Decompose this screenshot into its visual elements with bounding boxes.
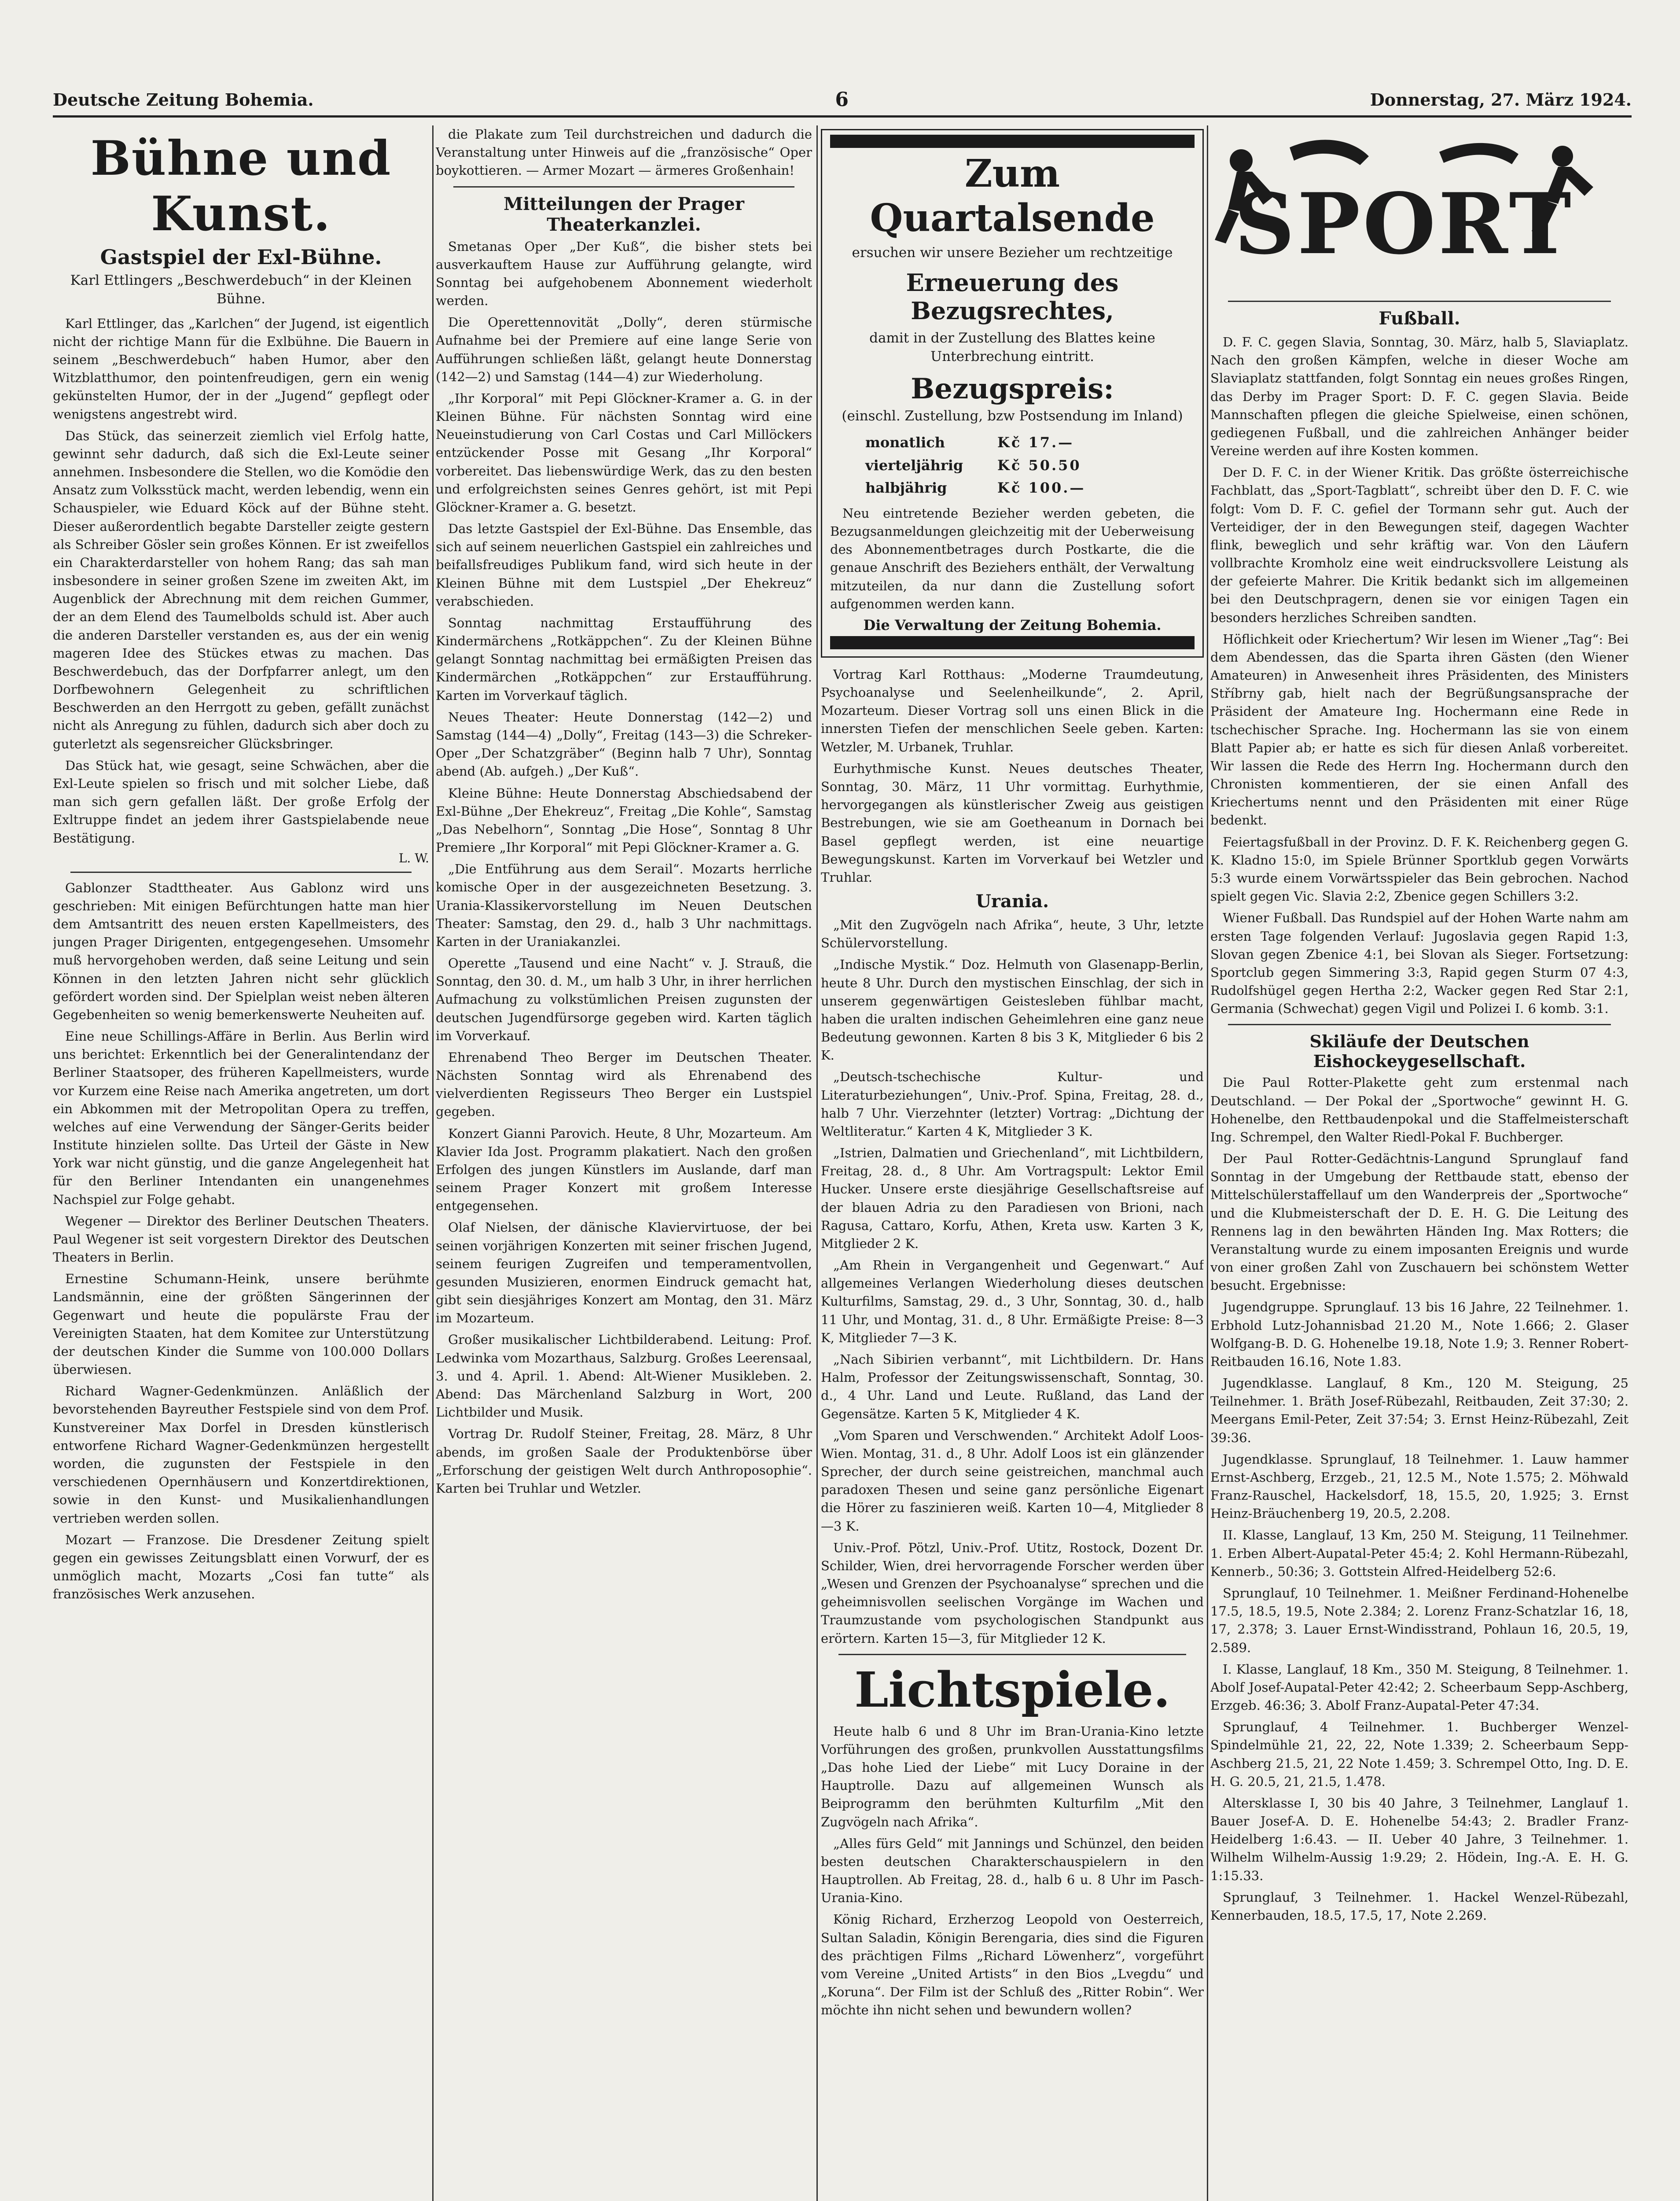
result-paragraph: Altersklasse I, 30 bis 40 Jahre, 3 Teilnehmer, Langlauf 1. Bauer Josef-A. D. E. Hohenelbe 54:43; 2. Bradler Franz-Heidelberg 1:6.43. — II. Ueber 40 Jahre, 3 Teilnehmer. 1. Wilhelm Wilhelm-Aussig 1:9.29; 2. Hödein, Ing.-A. E. H. G. 1:15.33. bbox=[1210, 1795, 1629, 1883]
result-paragraph: Sprunglauf, 4 Teilnehmer. 1. Buchberger Wenzel-Spindelmühle 21, 22, 22, Note 1.339; 2. Scheerbaum Sepp-Aschberg 21.5, 21, 22 Note 1.459; 3. Schrempel Otto, Ing. D. E. H. G. 20.5, 21, 21.5, 1.478. bbox=[1210, 1719, 1629, 1789]
section-title-lichtspiele: Lichtspiele. bbox=[854, 1661, 1170, 1718]
article-paragraph: Olaf Nielsen, der dänische Klaviervirtuose, der bei seinen vorjährigen Konzerten mit seiner frischen Jugend, seinem feurigen Zugreifen und temperamentvollen, gesunden Musizieren, enormen Eindruck gemacht hat, gibt sein diesjähriges Konzert am Montag, den 31. März im Mozarteum. bbox=[436, 1220, 812, 1326]
article-paragraph: „Mit den Zugvögeln nach Afrika“, heute, 3 Uhr, letzte Schülervorstellung. bbox=[821, 917, 1204, 951]
article-paragraph: Ernestine Schumann-Heink, unsere berühmte Landsmännin, eine der größten Sängerinnen der Gegenwart und heute die populärste Frau der Vereinigten Staaten, hat dem Komitee zur Unterstützung der deutschen Kinder die Summe von 100.000 Dollars überwiesen. bbox=[53, 1271, 429, 1377]
page-number: 6 bbox=[835, 88, 849, 111]
section-heading: Mitteilungen der Prager Theaterkanzlei. bbox=[504, 193, 744, 235]
column-3 bbox=[821, 125, 1204, 2201]
article-paragraph: „Ihr Korporal“ mit Pepi Glöckner-Kramer a. G. in der Kleinen Bühne. Für nächsten Sonntag wird eine Neueinstudierung von Carl Costas und Carl Millöckers entzückender Posse mit Gesang „Ihr Korporal“ vorbereitet. Das liebenswürdige Werk, das zu den besten und erfolgreichsten seines Genres gehört, ist mit Pepi Glöckner-Kramer a. G. besetzt. bbox=[436, 390, 812, 515]
article-paragraph: Feiertagsfußball in der Provinz. D. F. K. Reichenberg gegen G. K. Kladno 15:0, im Spiele Brünner Sportklub gegen Vorwärts 5:3 wurde einem Vorwärtsspieler das Bein gebrochen. Nachod spielt gegen Vic. Slavia 2:2, Zbenice gegen Schillers 3:2. bbox=[1210, 834, 1629, 904]
box-bottom-bar bbox=[830, 636, 1195, 649]
author-signature: L. W. bbox=[398, 850, 429, 865]
separator bbox=[70, 872, 412, 873]
column-divider bbox=[816, 125, 818, 2201]
article-paragraph: Das letzte Gastspiel der Exl-Bühne. Das Ensemble, das sich auf seinem neuerlichen Gastspiel ein zahlreiches und beifallsfreudiges Publikum fand, wird sich heute in der Kleinen Bühne mit dem Lustspiel „Der Ehekreuz“ verabschieden. bbox=[436, 521, 812, 609]
column-4 bbox=[1210, 125, 1629, 2201]
subscription-intro: ersuchen wir unsere Bezieher um rechtzeitige bbox=[852, 245, 1173, 261]
sport-title: SPORT bbox=[1234, 175, 1574, 273]
result-paragraph: II. Klasse, Langlauf, 13 Km, 250 M. Steigung, 11 Teilnehmer. 1. Erben Albert-Aupatal-Peter 45:4; 2. Kohl Hermann-Rübezahl, Kennerb., 50:36; 3. Gottstein Alfred-Heidelberg 52:6. bbox=[1210, 1527, 1629, 1579]
article-heading: Gastspiel der Exl-Bühne. bbox=[100, 245, 382, 269]
article-paragraph: „Istrien, Dalmatien und Griechenland“, mit Lichtbildern, Freitag, 28. d., 8 Uhr. Am Vortragspult: Lektor Emil Hucker. Unsere erste diesjährige Gesellschaftsreise auf der blauen Adria zu den Paradiesen von Brioni, nach Ragusa, Cattaro, Korfu, Athen, Kreta usw. Karten 3 K, Mitglieder 2 K. bbox=[821, 1145, 1204, 1251]
result-paragraph: I. Klasse, Langlauf, 18 Km., 350 M. Steigung, 8 Teilnehmer. 1. Abolf Josef-Aupatal-Peter 42:42; 2. Scheerbaum Sepp-Aschberg, Erzgeb. 46:36; 3. Abolf Franz-Aupatal-Peter 47:34. bbox=[1210, 1661, 1629, 1713]
article-paragraph: Univ.-Prof. Pötzl, Univ.-Prof. Utitz, Rostock, Dozent Dr. Schilder, Wien, drei hervorragende Forscher werden über „Wesen und Grenzen der Psychoanalyse“ sprechen und die geheimnisvollen seelischen Vorgänge im Wachen und Traumzustande vom psychologischen Standpunkt aus erörtern. Karten 15—3, für Mitglieder 12 K. bbox=[821, 1540, 1204, 1646]
article-paragraph: „Vom Sparen und Verschwenden.“ Architekt Adolf Loos-Wien. Montag, 31. d., 8 Uhr. Adolf Loos ist ein glänzender Sprecher, der durch seine geistreichen, manchmal auch paradoxen Thesen und seine ganz persönliche Eigenart die Hörer zu faszinieren weiß. Karten 10—4, Mitglieder 8—3 K. bbox=[821, 1428, 1204, 1534]
article-paragraph: Kleine Bühne: Heute Donnerstag Abschiedsabend der Exl-Bühne „Der Ehekreuz“, Freitag „Die Kohle“, Samstag „Das Nebelhorn“, Sonntag „Die Hose“, Sonntag 8 Uhr Premiere „Ihr Korporal“ mit Pepi Glöckner-Kramer a. G. bbox=[436, 785, 812, 855]
article-paragraph: Der Paul Rotter-Gedächtnis-Langund Sprunglauf fand Sonntag in der Umgebung der Rettbaude statt, ebenso der Mittelschülerstaffellauf um den Wanderpreis der „Sportwoche“ und die Klubmeisterschaft der D. E. H. G. Die Leitung des Rennens lag in den bewährten Händen Ing. Max Rotters; die Veranstaltung wurde zu einem imposanten Ereignis und wurde von einer großen Zahl von Zuschauern bei schönstem Wetter besucht. Ergebnisse: bbox=[1210, 1151, 1629, 1293]
newspaper-name: Deutsche Zeitung Bohemia. bbox=[53, 89, 314, 110]
result-paragraph: Sprunglauf, 3 Teilnehmer. 1. Hackel Wenzel-Rübezahl, Kennerbauden, 18.5, 17.5, 17, Note 2.269. bbox=[1210, 1889, 1629, 1923]
article-paragraph: Richard Wagner-Gedenkmünzen. Anläßlich der bevorstehenden Bayreuther Festspiele sind von dem Prof. Kunstvereiner Max Dorfel in Dresden künstlerisch entworfene Richard Wagner-Gedenkmünzen hergestellt worden, die zugunsten der Festspiele in den verschiedenen Opernhäusern und Konzertdirektionen, sowie in den Kunst- und Musikalienhandlungen vertrieben werden sollen. bbox=[53, 1384, 429, 1526]
article-paragraph: Die Operettennovität „Dolly“, deren stürmische Aufnahme bei der Premiere auf eine lange Serie von Aufführungen schließen läßt, gelangt heute Donnerstag (142—2) und Samstag (144—4) zur Wiederholung. bbox=[436, 315, 812, 384]
article-paragraph: Ehrenabend Theo Berger im Deutschen Theater. Nächsten Sonntag wird als Ehrenabend des vielverdienten Regisseurs Theo Berger ein Lustspiel gegeben. bbox=[436, 1049, 812, 1119]
column-divider bbox=[1207, 125, 1208, 2201]
article-paragraph: „Indische Mystik.“ Doz. Helmuth von Glasenapp-Berlin, heute 8 Uhr. Durch den mystischen Einschlag, der sich in unserem gegenwärtigen Geistesleben fühlbar macht, haben die uralten indischen Geheimlehren eine ganz neue Bedeutung gewonnen. Karten 8 bis 3 K, Mitglieder 6 bis 2 K. bbox=[821, 957, 1204, 1063]
separator bbox=[838, 1654, 1186, 1655]
article-paragraph: Wiener Fußball. Das Rundspiel auf der Hohen Warte nahm am ersten Tage folgenden Verlauf: Jugoslavia gegen Rapid 1:3, Slovan gegen Zbenice 4:1, bei Slovan als Sieger. Fortsetzung: Sportclub gegen Simmering 3:3, Rapid gegen Sturm 07 4:3, Rudolfshügel gegen Hertha 2:2, Wacker gegen Red Star 2:1, Germania (Schwechat) gegen Vigil und Polizei I. 6 komb. 3:1. bbox=[1210, 910, 1629, 1016]
section-heading-urania: Urania. bbox=[976, 891, 1049, 912]
article-paragraph: „Nach Sibirien verbannt“, mit Lichtbildern. Dr. Hans Halm, Professor der Zeitungswissenschaft, Sonntag, 30. d., 4 Uhr. Land und Leute. Rußland, das Land der Gegensätze. Karten 5 K, Mitglieder 4 K. bbox=[821, 1351, 1204, 1421]
result-paragraph: Jugendklasse. Langlauf, 8 Km., 120 M. Steigung, 25 Teilnehmer. 1. Bräth Josef-Rübezahl, Reitbauden, Zeit 37:30; 2. Meergans Emil-Peter, Zeit 37:54; 3. Ernst Heinz-Rübezahl, Zeit 39:36. bbox=[1210, 1376, 1629, 1445]
article-paragraph: Vortrag Karl Rotthaus: „Moderne Traumdeutung, Psychoanalyse und Seelenheilkunde“, 2. April, Mozarteum. Dieser Vortrag soll uns einen Blick in die innersten Tiefen der menschlichen Seele geben. Karten: Wetzler, M. Urbanek, Truhlar. bbox=[821, 666, 1204, 755]
section-heading-fussball: Fußball. bbox=[1379, 308, 1460, 329]
article-paragraph: Der D. F. C. in der Wiener Kritik. Das größte österreichische Fachblatt, das „Sport-Tagblatt“, schreibt über den D. F. C. wie folgt: Vom D. F. C. gefiel der Tormann sehr gut. Auch der Verteidiger, der in den Bewegungen steif, dagegen Wachter flink, beweglich und sehr kräftig war. Von den Läufern vollbrachte Kromholz eine weit eindrucksvollere Leistung als der gefeierte Mahrer. Die Kritik bedankt sich im allgemeinen bei den Deutschpragern, denen sie vor einigen Tagen ein besonders herzliches Schreiben sandten. bbox=[1210, 465, 1629, 625]
article-paragraph: „Deutsch-tschechische Kultur- und Literaturbeziehungen“, Univ.-Prof. Spina, Freitag, 28. d., halb 7 Uhr. Vierzehnter (letzter) Vortrag: „Dichtung der Weltliteratur.“ Karten 4 K, Mitglieder 3 K. bbox=[821, 1069, 1204, 1139]
article-paragraph: Eine neue Schillings-Affäre in Berlin. Aus Berlin wird uns berichtet: Erkenntlich bei der Generalintendanz der Berliner Staatsoper, des früheren Kapellmeisters, wurde vor Kurzem eine Reise nach Amerika angetreten, um dort ein Abkommen mit der Metropolitan Opera zu treffen, welches auf eine Verwendung der Sänger-Gerits beider Institute hinzielen sollte. Das Urteil der Gäste in New York war nicht günstig, und die ganze Angelegenheit hat für den Berliner Intendanten ein unangenehmes Nachspiel zur Folge gehabt. bbox=[53, 1029, 429, 1207]
box-top-bar bbox=[830, 135, 1195, 148]
article-paragraph: Eurhythmische Kunst. Neues deutsches Theater, Sonntag, 30. März, 11 Uhr vormittag. Eurhythmie, hervorgegangen als künstlerischer Zweig aus geistigen Bestrebungen, wie sie am Goetheanum in Dornach bei Basel gepflegt werden, ist eine neuartige Bewegungskunst. Karten im Vorverkauf bei Wetzler und Truhlar. bbox=[821, 761, 1204, 885]
article-paragraph: Karl Ettlinger, das „Karlchen“ der Jugend, ist eigentlich nicht der richtige Mann für die Exlbühne. Die Bauern in seinem „Beschwerdebuch“ haben Humor, aber den Witzblatthumor, den pointenfreudigen, gern ein wenig gekünstelten Humor, der in der „Jugend“ gepflegt oder wenigstens angestrebt wird. bbox=[53, 316, 429, 422]
subscription-renewal-note: damit in der Zustellung des Blattes keine Unterbrechung eintritt. bbox=[869, 330, 1155, 364]
article-paragraph: Vortrag Dr. Rudolf Steiner, Freitag, 28. März, 8 Uhr abends, im großen Saale der Produktenbörse über „Erforschung der geistigen Welt durch Anthroposophie“. Karten bei Truhlar und Wetzler. bbox=[436, 1426, 812, 1496]
article-paragraph: Neues Theater: Heute Donnerstag (142—2) und Samstag (144—4) „Dolly“, Freitag (143—3) die Schreker-Oper „Der Schatzgräber“ (Beginn halb 7 Uhr), Sonntag abend (Ab. aufgeh.) „Der Kuß“. bbox=[436, 709, 812, 779]
column-1 bbox=[53, 125, 429, 2201]
article-paragraph: Smetanas Oper „Der Kuß“, die bisher stets bei ausverkauftem Hause zur Aufführung gelangte, wird Sonntag bei aufgehobenem Abonnement wiederholt werden. bbox=[436, 239, 812, 309]
subscription-renewal: Erneuerung des Bezugsrechtes, bbox=[906, 268, 1119, 325]
header-rule bbox=[53, 115, 1632, 118]
result-paragraph: Jugendklasse. Sprunglauf, 18 Teilnehmer. 1. Lauw hammer Ernst-Aschberg, Erzgeb., 21, 12.5 M., Note 1.575; 2. Möhwald Franz-Rauschel, Hackelsdorf, 18, 15.5, 20, 1.925; 3. Ernst Heinz-Bräuchenberg 19, 20.5, 2.208. bbox=[1210, 1451, 1629, 1521]
page-header bbox=[53, 88, 1632, 111]
price-row: vierteljährig Kč 50.50 bbox=[865, 456, 1081, 474]
separator bbox=[1228, 1024, 1611, 1025]
separator bbox=[1228, 301, 1611, 302]
article-subheading: Karl Ettlingers „Beschwerdebuch“ in der Kleinen Bühne. bbox=[70, 272, 412, 307]
article-paragraph: Heute halb 6 und 8 Uhr im Bran-Urania-Kino letzte Vorführungen des großen, prunkvollen Ausstattungsfilms „Das hohe Lied der Liebe“ mit Lucy Doraine in der Hauptrolle. Dazu auf allgemeinen Wunsch als Beiprogramm den berühmten Kulturfilm „Mit den Zugvögeln nach Afrika“. bbox=[821, 1723, 1204, 1829]
price-note: (einschl. Zustellung, bzw Postsendung im Inland) bbox=[842, 408, 1183, 424]
price-heading: Bezugspreis: bbox=[911, 372, 1114, 405]
subscription-text: Neu eintretende Bezieher werden gebeten, die Bezugsanmeldungen gleichzeitig mit der Ueberweisung des Abonnementbetrages durch Postkarte, die die genaue Anschrift des Beziehers enthält, der Verwaltung mitzuteilen, da nur dann die Zustellung sofort aufgenommen werden kann. bbox=[830, 505, 1195, 611]
article-paragraph: Konzert Gianni Parovich. Heute, 8 Uhr, Mozarteum. Am Klavier Ida Jost. Programm plakatiert. Nach den großen Erfolgen des jungen Künstlers im Auslande, darf man seinem Prager Konzert mit großem Interesse entgegensehen. bbox=[436, 1126, 812, 1214]
subscription-signature: Die Verwaltung der Zeitung Bohemia. bbox=[863, 616, 1162, 633]
article-paragraph: „Am Rhein in Vergangenheit und Gegenwart.“ Auf allgemeines Verlangen Wiederholung dieses deutschen Kulturfilms, Samstag, 29. d., 3 Uhr, Sonntag, 30. d., halb 11 Uhr, und Montag, 31. d., 8 Uhr. Ermäßigte Preise: 8—3 K, Mitglieder 7—3 K. bbox=[821, 1258, 1204, 1345]
article-paragraph: Sonntag nachmittag Erstaufführung des Kindermärchens „Rotkäppchen“. Zu der Kleinen Bühne gelangt Sonntag nachmittag bei ermäßigten Preisen das Kindermärchen „Rotkäppchen“ zur Erstaufführung. Karten im Vorverkauf täglich. bbox=[436, 615, 812, 703]
article-paragraph: die Plakate zum Teil durchstreichen und dadurch die Veranstaltung unter Hinweis auf die „französische“ Oper boykottieren. — Armer Mozart — ärmeres Großenhain! bbox=[436, 127, 812, 178]
article-paragraph: Das Stück hat, wie gesagt, seine Schwächen, aber die Exl-Leute spielen so frisch und mit solcher Liebe, daß man sich gern gefallen läßt. Der große Erfolg der Exltruppe findet an jedem ihrer Gastspielabende neue Bestätigung. bbox=[53, 758, 429, 846]
issue-date: Donnerstag, 27. März 1924. bbox=[1370, 89, 1632, 110]
separator bbox=[453, 186, 794, 188]
article-paragraph: D. F. C. gegen Slavia, Sonntag, 30. März, halb 5, Slaviaplatz. Nach den großen Kämpfen, welche in dieser Woche am Slaviaplatz stattfanden, folgt Sonntag ein neues großes Ringen, das Derby im Prager Sport: D. F. C. gegen Slavia. Beide Mannschaften pflegen die gleiche Spielweise, einen schönen, gediegenen Fußball, und die zahlreichen Anhänger beider Vereine werden auf ihre Kosten kommen. bbox=[1210, 335, 1629, 459]
sport-masthead-illustration bbox=[1210, 130, 1598, 284]
price-row: monatlich Kč 17.— bbox=[865, 434, 1074, 451]
article-paragraph: Großer musikalischer Lichtbilderabend. Leitung: Prof. Ledwinka vom Mozarthaus, Salzburg. Großes Leerensaal, 3. und 4. April. 1. Abend: Alt-Wiener Musikleben. 2. Abend: Das Märchenland Salzburg in Wort, 200 Lichtbilder und Musik. bbox=[436, 1332, 812, 1420]
price-row: halbjährig Kč 100.— bbox=[865, 479, 1086, 496]
article-paragraph: Mozart — Franzose. Die Dresdener Zeitung spielt gegen ein gewisses Zeitungsblatt einen Vorwurf, der es unmöglich macht, Mozarts „Cosi fan tutte“ als französisches Werk anzusehen. bbox=[53, 1532, 429, 1602]
article-paragraph: „Alles fürs Geld“ mit Jannings und Schünzel, den beiden besten deutschen Charakterschauspielern in den Hauptrollen. Ab Freitag, 28. d., halb 6 u. 8 Uhr im Pasch-Urania-Kino. bbox=[821, 1836, 1204, 1906]
article-paragraph: Die Paul Rotter-Plakette geht zum erstenmal nach Deutschland. — Der Pokal der „Sportwoche“ gewinnt H. G. Hohenelbe, den Rettbaudenpokal und die Staffelmeisterschaft Ing. Schrempel, den Walter Riedl-Pokal F. Buchberger. bbox=[1210, 1075, 1629, 1145]
section-title: Bühne und Kunst. bbox=[90, 131, 392, 242]
column-divider bbox=[432, 125, 434, 2201]
article-paragraph: Das Stück, das seinerzeit ziemlich viel Erfolg hatte, gewinnt sehr dadurch, daß sich die Exl-Leute seiner annehmen. Insbesondere die Stellen, wo die Komödie den Ansatz zum Volksstück macht, werden lebendig, wenn ein Schauspieler, wie Eduard Köck auf der Bühne steht. Dieser außerordentlich begabte Darsteller zeigte gestern als Schreiber Gösler sein großes Können. Er ist zweifellos ein Charakterdarsteller von hohem Rang; das sah man insbesondere in seiner großen Szene im zweiten Akt, im Augenblick der Abrechnung mit dem reichen Gummer, der an dem Elend des Taumelbolds schuld ist. Aber auch die anderen Darsteller verstanden es, aus der ein wenig mageren Idee des Stückes etwas zu machen. Das Beschwerdebuch, das der Dorfpfarrer anlegt, um den Dorfbewohnern Gelegenheit zu schriftlichen Beschwerden an den Herrgott zu geben, gefällt zunächst nicht als Anregung zu fühlen, dadurch sich aber doch zu guterletzt als segensreicher Glücksbringer. bbox=[53, 428, 429, 751]
result-paragraph: Sprunglauf, 10 Teilnehmer. 1. Meißner Ferdinand-Hohenelbe 17.5, 18.5, 19.5, Note 2.384; 2. Lorenz Franz-Schatzlar 16, 18, 17, 2.378; 3. Lauer Ernst-Windisstrand, Pohlaun 16, 20.5, 19, 2.589. bbox=[1210, 1586, 1629, 1655]
subscription-box bbox=[821, 129, 1204, 658]
result-paragraph: Jugendgruppe. Sprunglauf. 13 bis 16 Jahre, 22 Teilnehmer. 1. Erbhold Lutz-Johannisbad 21.20 M., Note 1.666; 2. Glaser Wolfgang-B. D. G. Hohenelbe 19.18, Note 1.9; 3. Renner Robert-Reitbauden 16.16, Note 1.83. bbox=[1210, 1299, 1629, 1369]
article-paragraph: Höflichkeit oder Kriechertum? Wir lesen im Wiener „Tag“: Bei dem Abendessen, das die Sparta ihren Gästen (den Wiener Amateuren) in Anwesenheit ihres Präsidenten, des Ministers Stříbrny gab, hielt nach der Begrüßungsansprache der Präsident der Amateure Ing. Hochermann eine Rede in tschechischer Sprache. Ing. Hochermann las sie von einem Blatt Papier ab; er hatte es sich für diesen Anlaß vorbereitet. Wir lassen die Rede des Herrn Ing. Hochermann durch den Chronisten kommentieren, der sie einen Anfall des Kriechertums nennt und den Präsidenten mit einer Rüge bedenkt. bbox=[1210, 631, 1629, 828]
article-paragraph: „Die Entführung aus dem Serail“. Mozarts herrliche komische Oper in der ausgezeichneten Besetzung. 3. Urania-Klassikervorstellung im Neuen Deutschen Theater: Samstag, den 29. d., halb 3 Uhr nachmittags. Karten in der Uraniakanzlei. bbox=[436, 861, 812, 949]
section-heading-skilauf: Skiläufe der Deutschen Eishockeygesellschaft. bbox=[1309, 1031, 1529, 1071]
column-2 bbox=[436, 125, 812, 2201]
article-paragraph: Operette „Tausend und eine Nacht“ v. J. Strauß, die Sonntag, den 30. d. M., um halb 3 Uhr, in ihrer herrlichen Aufmachung zu volkstümlichen Preisen zugunsten der deutschen Jugendfürsorge gegeben wird. Karten täglich im Vorverkauf. bbox=[436, 956, 812, 1043]
subscription-headline: Zum Quartalsende bbox=[870, 151, 1155, 240]
article-paragraph: Gablonzer Stadttheater. Aus Gablonz wird uns geschrieben: Mit einigen Befürchtungen hatte man hier dem Amtsantritt des neuen ersten Kapellmeisters, des jungen Prager Dirigenten, entgegengesehen. Umsomehr muß hervorgehoben werden, daß seine Leitung und sein Können in den letzten Jahren nicht sehr glücklich gefördert worden sind. Der Spielplan weist neben älteren Gegebenheiten so wenig bemerkenswerte Neuheiten auf. bbox=[53, 880, 429, 1022]
article-paragraph: Wegener — Direktor des Berliner Deutschen Theaters. Paul Wegener ist seit vorgestern Direktor des Deutschen Theaters in Berlin. bbox=[53, 1213, 429, 1265]
article-paragraph: König Richard, Erzherzog Leopold von Oesterreich, Sultan Saladin, Königin Berengaria, dies sind die Figuren des prächtigen Films „Richard Löwenherz“, vorgeführt vom Vereine „United Artists“ in den Bios „Lvegdu“ und „Koruna“. Der Film ist der Schluß des „Ritter Robin“. Wer möchte ihn nicht sehen und bewundern wollen? bbox=[821, 1912, 1204, 2018]
